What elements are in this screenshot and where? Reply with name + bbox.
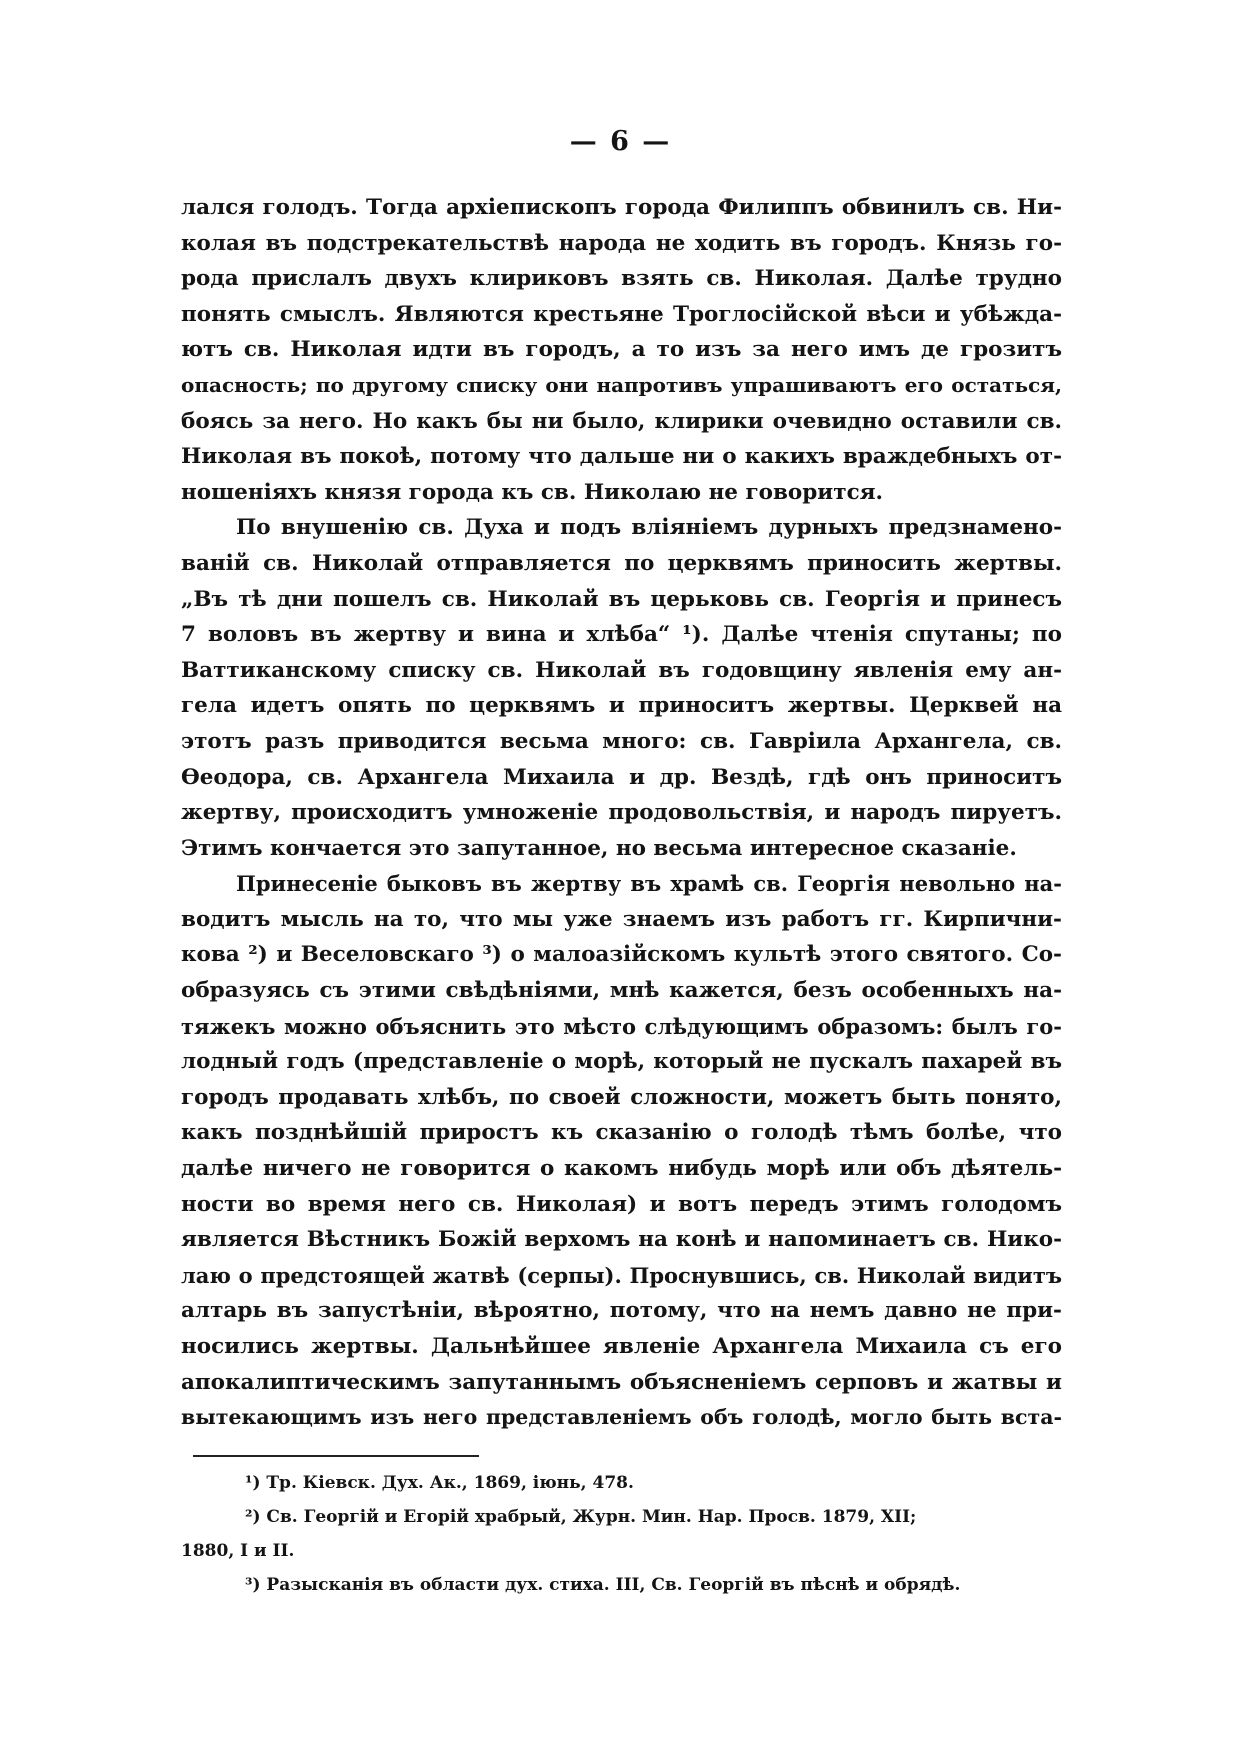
text-line: опасность; по другому списку они напротивъ упрашиваютъ его остаться, xyxy=(181,372,1062,397)
text-line: кова ²) и Веселовскаго ³) о малоазійскомъ культѣ этого святого. Со- xyxy=(181,942,1062,968)
text-line: тяжекъ можно объяснить это мѣсто слѣдующимъ образомъ: былъ го- xyxy=(181,1013,1062,1039)
page-number: — 6 — xyxy=(569,126,672,157)
text-line: Николая въ покоѣ, потому что дальше ни о какихъ враждебныхъ от- xyxy=(181,444,1062,470)
footnote-divider xyxy=(193,1455,479,1457)
footnote: ¹) Тр. Кіевск. Дух. Ак., 1869, іюнь, 478. xyxy=(245,1473,634,1493)
text-line: водитъ мысль на то, что мы уже знаемъ изъ работъ гг. Кирпични- xyxy=(181,906,1062,932)
text-line: 7 воловъ въ жертву и вина и хлѣба“ ¹). Далѣе чтенія спутаны; по xyxy=(181,622,1062,648)
text-line: боясь за него. Но какъ бы ни было, клирики очевидно оставили св. xyxy=(181,408,1062,434)
text-line: колая въ подстрекательствѣ народа не ходить въ городъ. Князь го- xyxy=(181,230,1062,256)
body-text xyxy=(181,190,1062,1436)
text-line: далѣе ничего не говорится о какомъ нибудь морѣ или объ дѣятель- xyxy=(181,1156,1062,1182)
text-line: гела идетъ опять по церквямъ и приноситъ жертвы. Церквей на xyxy=(181,693,1062,719)
footnote-continuation: 1880, I и II. xyxy=(181,1541,295,1561)
text-line: жертву, происходитъ умноженіе продовольствія, и народъ пируетъ. xyxy=(181,800,1062,826)
text-line: ношеніяхъ князя города къ св. Николаю не говорится. xyxy=(181,479,884,505)
text-line: рода прислалъ двухъ клириковъ взять св. Николая. Далѣе трудно xyxy=(181,266,1062,292)
text-line: лался голодъ. Тогда архіепископъ города Филиппъ обвинилъ св. Ни- xyxy=(181,195,1062,220)
text-line: ности во время него св. Николая) и вотъ передъ этимъ голодомъ xyxy=(181,1191,1062,1217)
text-line: ваній св. Николай отправляется по церквямъ приносить жертвы. xyxy=(181,550,1062,576)
text-line: является Вѣстникъ Божій верхомъ на конѣ и напоминаетъ св. Нико- xyxy=(181,1227,1062,1253)
text-line: Ваттиканскому списку св. Николай въ годовщину явленія ему ан- xyxy=(181,657,1062,683)
text-line: Этимъ кончается это запутанное, но весьма интересное сказаніе. xyxy=(181,835,1017,861)
text-line: образуясь съ этими свѣдѣніями, мнѣ кажется, безъ особенныхъ на- xyxy=(181,978,1062,1004)
text-line: носились жертвы. Дальнѣйшее явленіе Архангела Михаила съ его xyxy=(181,1334,1062,1359)
text-line: лаю о предстоящей жатвѣ (серпы). Проснувшись, св. Николай видитъ xyxy=(181,1262,1062,1288)
text-line: апокалиптическимъ запутаннымъ объясненіемъ серповъ и жатвы и xyxy=(181,1369,1062,1395)
text-line: понять смыслъ. Являются крестьяне Троглосійской вѣси и убѣжда- xyxy=(181,301,1062,327)
text-line: этотъ разъ приводится весьма много: св. Гавріила Архангела, св. xyxy=(181,728,1062,754)
text-line: ютъ св. Николая идти въ городъ, а то изъ за него имъ де грозитъ xyxy=(181,337,1062,363)
text-line: городъ продавать хлѣбъ, по своей сложности, можетъ быть понято, xyxy=(181,1084,1062,1110)
footnote: ²) Св. Георгій и Егорій храбрый, Журн. Мин. Нар. Просв. 1879, XII; xyxy=(245,1507,917,1527)
text-line: лодный годъ (представленіе о морѣ, который не пускалъ пахарей въ xyxy=(181,1049,1062,1075)
footnote: ³) Разысканія въ области дух. стиха. III, Св. Георгій въ пѣснѣ и обрядѣ. xyxy=(245,1575,961,1595)
text-line: какъ позднѣйшій приростъ къ сказанію о голодѣ тѣмъ болѣе, что xyxy=(181,1120,1062,1146)
text-line: „Въ тѣ дни пошелъ св. Николай въ церьковь св. Георгія и принесъ xyxy=(181,586,1062,612)
text-line: По внушенію св. Духа и подъ вліяніемъ дурныхъ предзнамено- xyxy=(236,515,1062,541)
text-line: Ѳеодора, св. Архангела Михаила и др. Вездѣ, гдѣ онъ приноситъ xyxy=(181,764,1062,790)
text-line: вытекающимъ изъ него представленіемъ объ голодѣ, могло быть вста- xyxy=(181,1405,1062,1430)
footnotes xyxy=(181,1466,1062,1602)
text-line: Принесеніе быковъ въ жертву въ храмѣ св. Георгія невольно на- xyxy=(236,871,1062,897)
text-line: алтарь въ запустѣніи, вѣроятно, потому, что на немъ давно не при- xyxy=(181,1298,1062,1324)
